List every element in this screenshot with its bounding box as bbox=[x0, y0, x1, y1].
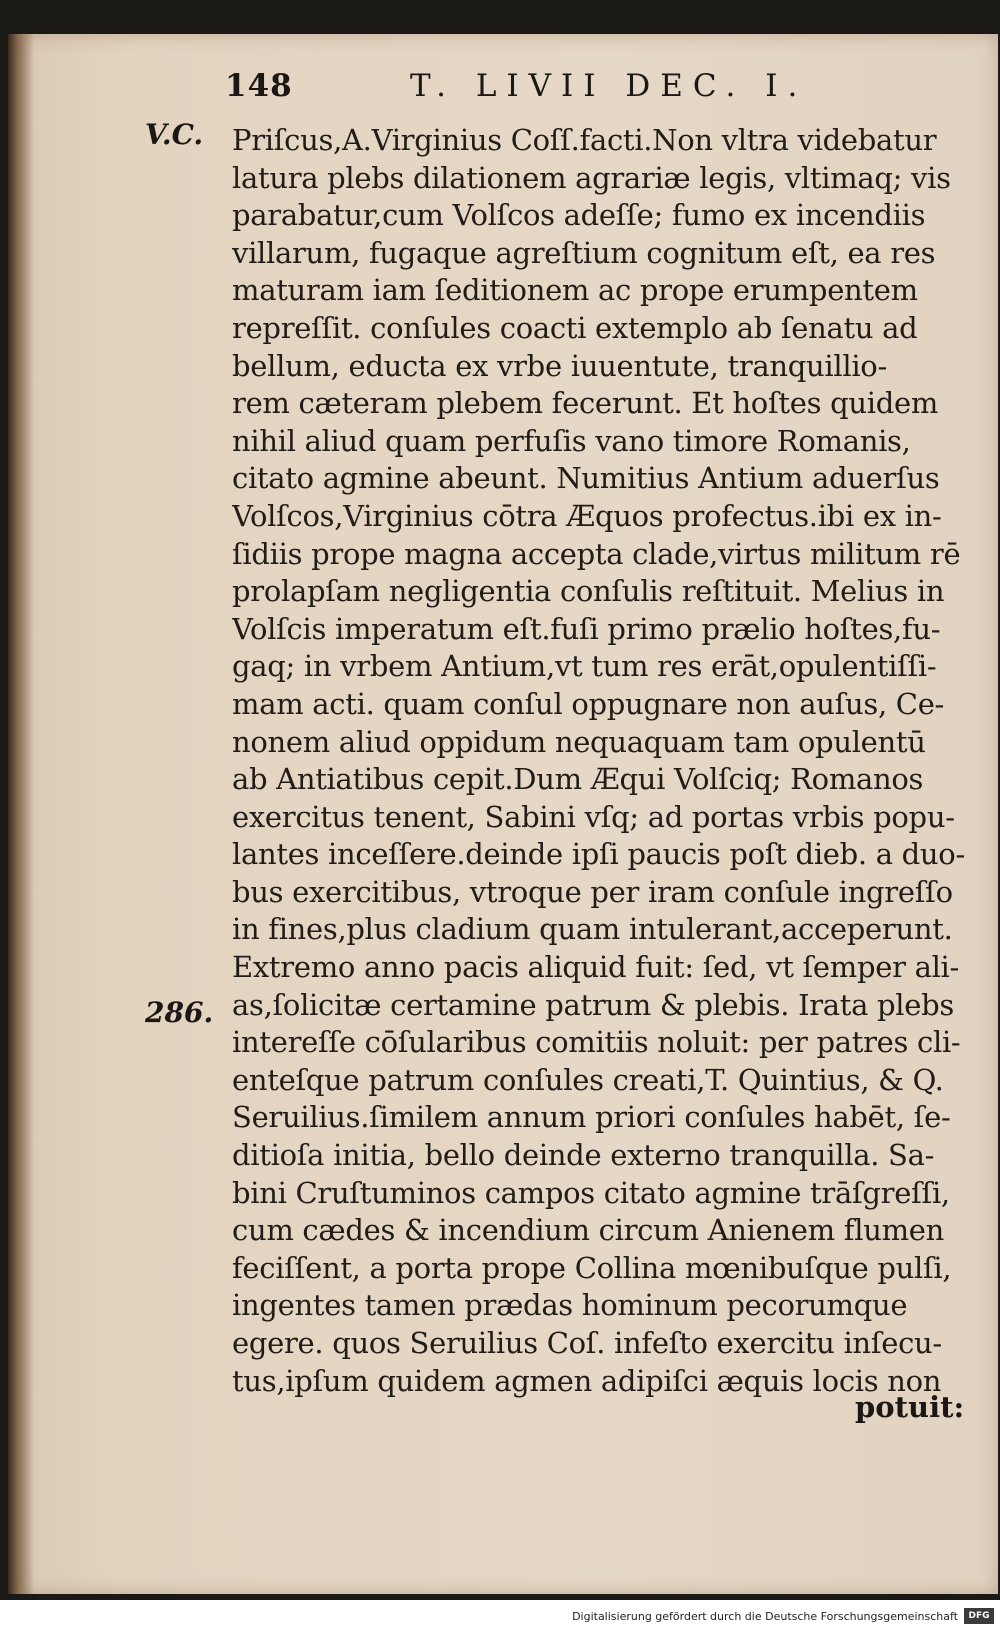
text-line: lantes inceſſere.deinde ipſi paucis poſt dieb. a duo- bbox=[232, 837, 965, 872]
text-line: nihil aliud quam perfuſis vano timore Romanis, bbox=[232, 423, 911, 458]
text-line: bini Cruſtuminos campos citato agmine trāſgreſſi, bbox=[232, 1175, 950, 1210]
text-line: bellum, educta ex vrbe iuuentute, tranquillio- bbox=[232, 348, 887, 383]
running-title: T. LIVII DEC. I. bbox=[410, 68, 808, 104]
text-line: feciſſent, a porta prope Collina mœnibuſque pulſi, bbox=[232, 1250, 952, 1285]
text-line: ſidiis prope magna accepta clade,virtus militum rē bbox=[232, 536, 961, 571]
text-line: ditioſa initia, bello deinde externo tranquilla. Sa- bbox=[232, 1138, 935, 1173]
text-line: ingentes tamen prædas hominum pecorumque bbox=[232, 1288, 908, 1323]
text-line: cum cædes & incendium circum Anienem flumen bbox=[232, 1213, 945, 1248]
text-line: latura plebs dilationem agrariæ legis, vltimaq; vis bbox=[232, 160, 951, 195]
text-line: Seruilius.ſimilem annum priori conſules habēt, ſe- bbox=[232, 1100, 951, 1135]
text-line: Volſcos,Virginius cōtra Æquos profectus.ibi ex in- bbox=[232, 498, 942, 533]
margin-note-vc: V.C. bbox=[145, 118, 204, 151]
text-line: in fines,plus cladium quam intulerant,acceperunt. bbox=[232, 912, 953, 947]
text-line: egere. quos Seruilius Coſ. infeſto exercitu inſecu- bbox=[232, 1326, 942, 1360]
text-line: as,ſolicitæ certamine patrum & plebis. Irata plebs bbox=[232, 987, 954, 1022]
text-line: rem cæteram plebem fecerunt. Et hoſtes quidem bbox=[232, 386, 939, 421]
dfg-logo: DFG bbox=[964, 1608, 994, 1624]
running-head bbox=[225, 68, 870, 112]
text-line: mam acti. quam conſul oppugnare non auſus, Ce- bbox=[232, 686, 945, 721]
text-line: Extremo anno pacis aliquid fuit: ſed, vt ſemper ali- bbox=[232, 950, 960, 985]
page-gutter bbox=[8, 34, 34, 1594]
body-text bbox=[232, 122, 972, 1400]
page-number: 148 bbox=[225, 68, 293, 104]
text-line: bus exercitibus, vtroque per iram conſule ingreſſo bbox=[232, 874, 953, 909]
text-line: Volſcis imperatum eſt.fuſi primo prælio hoſtes,fu- bbox=[232, 611, 941, 646]
funding-credit: Digitalisierung gefördert durch die Deutsche Forschungsgemeinschaft bbox=[572, 1610, 958, 1623]
text-line: ab Antiatibus cepit.Dum Æqui Volſciq; Romanos bbox=[232, 762, 924, 797]
text-line: gaq; in vrbem Antium,vt tum res erāt,opulentiſſi- bbox=[232, 649, 937, 684]
text-line: exercitus tenent, Sabini vſq; ad portas vrbis popu- bbox=[232, 799, 955, 834]
text-line: prolapſam negligentia conſulis reſtituit. Melius in bbox=[232, 574, 945, 609]
text-line: intereſſe cōſularibus comitiis noluit: per patres cli- bbox=[232, 1025, 961, 1060]
text-line: Priſcus,A.Virginius Coſſ.facti.Non vltra videbatur bbox=[232, 123, 937, 157]
margin-note-year: 286. bbox=[145, 996, 214, 1029]
footer-bar bbox=[0, 1600, 1000, 1634]
text-line: tus,ipſum quidem agmen adipiſci æquis locis non bbox=[232, 1363, 942, 1398]
text-line: parabatur,cum Volſcos adeſſe; fumo ex incendiis bbox=[232, 198, 926, 233]
text-line: repreſſit. conſules coacti extemplo ab ſenatu ad bbox=[232, 310, 918, 345]
text-line: enteſque patrum conſules creati,T. Quintius, & Q. bbox=[232, 1062, 944, 1097]
catchword: potuit: bbox=[855, 1390, 965, 1424]
text-line: villarum, fugaque agreſtium cognitum eſt, ea res bbox=[232, 235, 936, 270]
text-line: maturam iam ſeditionem ac prope erumpentem bbox=[232, 273, 918, 308]
text-line: nonem aliud oppidum nequaquam tam opulentū bbox=[232, 724, 926, 759]
text-line: citato agmine abeunt. Numitius Antium aduerſus bbox=[232, 461, 940, 496]
